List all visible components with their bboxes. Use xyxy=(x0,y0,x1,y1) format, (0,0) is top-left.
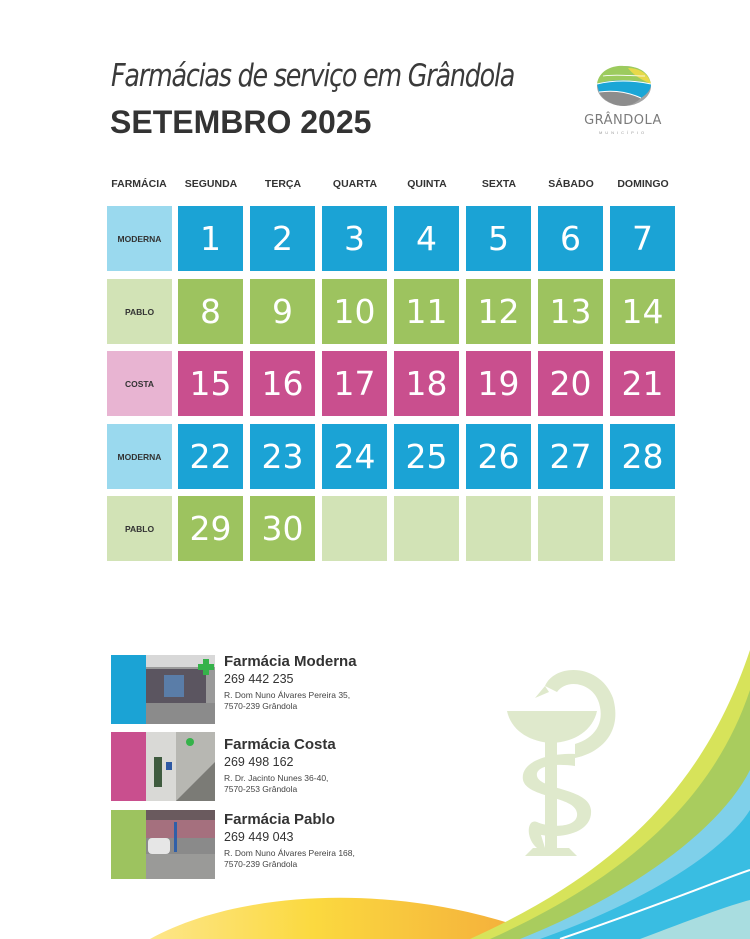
page-title: Farmácias de serviço em Grândola xyxy=(111,58,515,94)
day-cell: 7 xyxy=(610,206,675,271)
day-cell: 9 xyxy=(250,279,315,344)
column-header-thursday: QUINTA xyxy=(407,178,447,190)
pharmacy-info-pablo xyxy=(224,811,355,869)
column-header-pharmacy: FARMÁCIA xyxy=(111,178,167,190)
day-cell: 2 xyxy=(250,206,315,271)
day-cell: 18 xyxy=(394,351,459,416)
day-cell: 28 xyxy=(610,424,675,489)
empty-day-cell xyxy=(610,496,675,561)
logo-subtext: MUNICÍPIO xyxy=(598,130,648,135)
month-heading: SETEMBRO 2025 xyxy=(110,104,372,140)
address-line-2: 7570-253 Grândola xyxy=(224,783,298,794)
day-cell: 27 xyxy=(538,424,603,489)
column-header-saturday: SÁBADO xyxy=(548,178,594,190)
day-cell: 21 xyxy=(610,351,675,416)
address-line-2: 7570-239 Grândola xyxy=(224,700,298,711)
day-cell: 13 xyxy=(538,279,603,344)
pharmacy-address xyxy=(224,848,355,869)
column-header-wednesday: QUARTA xyxy=(332,178,378,190)
column-header-tuesday: TERÇA xyxy=(264,178,302,190)
address-line-1: R. Dr. Jacinto Nunes 36-40, xyxy=(224,773,329,783)
day-cell: 25 xyxy=(394,424,459,489)
storefront-photo xyxy=(146,732,215,801)
pharmacy-symbol-icon xyxy=(505,658,625,863)
day-cell: 23 xyxy=(250,424,315,489)
day-cell: 1 xyxy=(178,206,243,271)
row-label-pablo: PABLO xyxy=(107,496,172,561)
pharmacy-address xyxy=(224,690,357,711)
day-cell: 6 xyxy=(538,206,603,271)
day-cell: 30 xyxy=(250,496,315,561)
column-header-friday: SEXTA xyxy=(481,178,517,190)
row-label-moderna: MODERNA xyxy=(107,424,172,489)
pharmacy-name: Farmácia Pablo xyxy=(224,811,335,828)
day-cell: 26 xyxy=(466,424,531,489)
empty-day-cell xyxy=(538,496,603,561)
column-header-sunday: DOMINGO xyxy=(617,178,669,190)
day-cell: 17 xyxy=(322,351,387,416)
empty-day-cell xyxy=(322,496,387,561)
pharmacy-info-moderna xyxy=(224,653,357,711)
pharmacy-name: Farmácia Costa xyxy=(224,736,336,753)
pharmacy-phone[interactable]: 269 498 162 xyxy=(224,755,294,769)
day-cell: 8 xyxy=(178,279,243,344)
day-cell: 11 xyxy=(394,279,459,344)
pharmacy-phone[interactable]: 269 442 235 xyxy=(224,672,294,686)
pharmacy-info-costa xyxy=(224,736,336,794)
day-cell: 16 xyxy=(250,351,315,416)
day-cell: 20 xyxy=(538,351,603,416)
day-cell: 24 xyxy=(322,424,387,489)
address-line-1: R. Dom Nuno Álvares Pereira 168, xyxy=(224,848,355,858)
color-strip xyxy=(111,732,146,801)
address-line-1: R. Dom Nuno Álvares Pereira 35, xyxy=(224,690,351,700)
pharmacy-card-pablo xyxy=(111,810,215,879)
color-strip xyxy=(111,655,146,724)
empty-day-cell xyxy=(466,496,531,561)
day-cell: 12 xyxy=(466,279,531,344)
day-cell: 15 xyxy=(178,351,243,416)
pharmacy-name: Farmácia Moderna xyxy=(224,653,357,670)
storefront-photo xyxy=(146,655,215,724)
day-cell: 19 xyxy=(466,351,531,416)
empty-day-cell xyxy=(394,496,459,561)
address-line-2: 7570-239 Grândola xyxy=(224,858,298,869)
row-label-moderna: MODERNA xyxy=(107,206,172,271)
day-cell: 5 xyxy=(466,206,531,271)
color-strip xyxy=(111,810,146,879)
day-cell: 10 xyxy=(322,279,387,344)
row-label-costa: COSTA xyxy=(107,351,172,416)
pharmacy-card-moderna xyxy=(111,655,215,724)
day-cell: 29 xyxy=(178,496,243,561)
day-cell: 4 xyxy=(394,206,459,271)
day-cell: 14 xyxy=(610,279,675,344)
day-cell: 22 xyxy=(178,424,243,489)
row-label-pablo: PABLO xyxy=(107,279,172,344)
day-cell: 3 xyxy=(322,206,387,271)
pharmacy-address xyxy=(224,773,336,794)
pharmacy-card-costa xyxy=(111,732,215,801)
column-header-monday: SEGUNDA xyxy=(184,178,238,190)
pharmacy-phone[interactable]: 269 449 043 xyxy=(224,830,294,844)
logo-text: GRÂNDOLA xyxy=(584,113,662,128)
storefront-photo xyxy=(146,810,215,879)
